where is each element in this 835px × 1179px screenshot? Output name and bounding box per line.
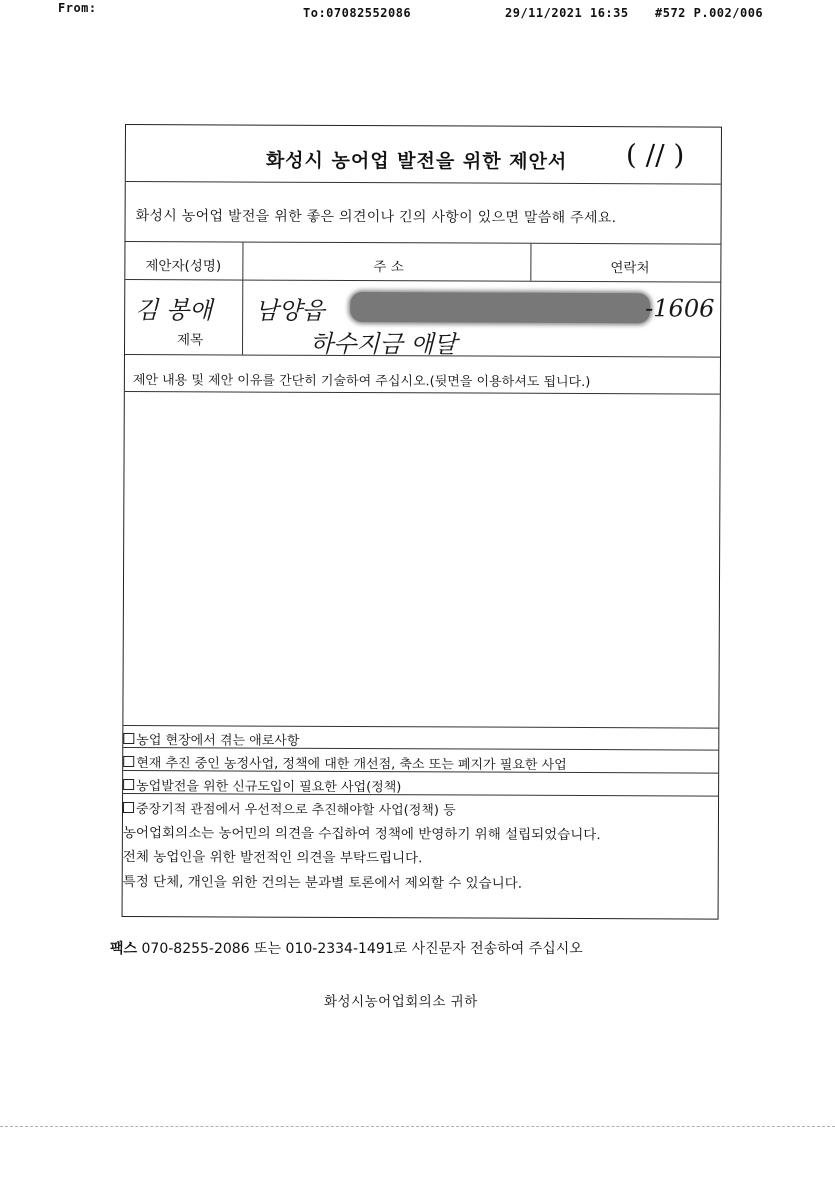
fax-transmission-header	[0, 3, 835, 23]
checkbox-icon[interactable]	[123, 733, 134, 744]
fax-instruction	[110, 938, 583, 958]
subject-label: 제목	[177, 332, 204, 349]
handwritten-contact: -1606	[645, 294, 715, 323]
checkbox-item[interactable]	[123, 794, 718, 820]
checkbox-label: 농업 현장에서 겪는 애로사항	[136, 733, 300, 749]
checkbox-item[interactable]	[123, 748, 718, 774]
checkbox-label: 중장기적 관점에서 우선적으로 추진해야할 사업(정책) 등	[135, 802, 456, 819]
proposal-content-area[interactable]	[123, 392, 719, 729]
proposal-form	[122, 124, 722, 920]
note-line: 특정 단체, 개인을 위한 건의는 분과별 토론에서 제외할 수 있습니다.	[122, 873, 523, 892]
checkbox-item[interactable]	[123, 725, 718, 751]
contact-header: 연락처	[610, 260, 650, 277]
note-line: 전체 농업인을 위한 발전적인 의견을 부탁드립니다.	[122, 848, 423, 867]
checkbox-icon[interactable]	[123, 756, 134, 767]
checkbox-icon[interactable]	[123, 802, 134, 813]
fax-from: From:	[58, 1, 97, 15]
description-prompt: 제안 내용 및 제안 이유를 간단히 기술하여 주십시오.(뒷면을 이용하셔도 됩니다.)	[132, 373, 591, 391]
column-divider	[530, 244, 531, 281]
handwritten-address: 남양읍	[255, 296, 325, 325]
description-prompt-row	[125, 355, 720, 395]
address-header: 주 소	[373, 259, 404, 276]
intro-row	[125, 182, 720, 245]
intro-text: 화성시 농어업 발전을 위한 좋은 의견이나 긴의 사항이 있으면 말씀해 주세요.	[135, 208, 617, 227]
handwritten-title-note: ( // )	[625, 138, 685, 172]
proposer-info-row	[125, 280, 720, 358]
fax-datetime: 29/11/2021 16:35	[505, 6, 629, 20]
checkbox-label: 현재 추진 중인 농정사업, 정책에 대한 개선점, 축소 또는 폐지가 필요한 사업	[136, 756, 567, 773]
column-divider	[242, 281, 243, 355]
recipient-line: 화성시농어업회의소 귀하	[324, 994, 478, 1010]
column-divider	[242, 243, 243, 280]
fax-label: 팩스	[110, 941, 138, 957]
form-title-row	[126, 125, 721, 185]
checkbox-icon[interactable]	[123, 779, 134, 790]
fax-to-number: To:07082552086	[303, 6, 412, 20]
note-line: 농어업회의소는 농어민의 의견을 수집하여 정책에 반영하기 위해 설립되었습니다.	[122, 824, 601, 844]
fax-page-number: #572 P.002/006	[655, 6, 764, 20]
checkbox-item[interactable]	[123, 771, 718, 797]
table-header-row	[125, 242, 720, 283]
scan-artifact-line	[0, 1126, 835, 1127]
form-title: 화성시 농어업 발전을 위한 제안서	[265, 149, 568, 173]
checkbox-label: 농업발전을 위한 신규도입이 필요한 사업(정책)	[136, 779, 402, 796]
handwritten-subject: 하수지금 애달	[309, 329, 457, 359]
handwritten-name: 김 봉애	[135, 296, 213, 325]
proposer-header: 제안자(성명)	[145, 258, 222, 275]
redacted-personal-info	[350, 292, 650, 323]
fax-instruction-text: 070-8255-2086 또는 010-2334-1491로 사진문자 전송하여 주십시오	[141, 941, 583, 957]
